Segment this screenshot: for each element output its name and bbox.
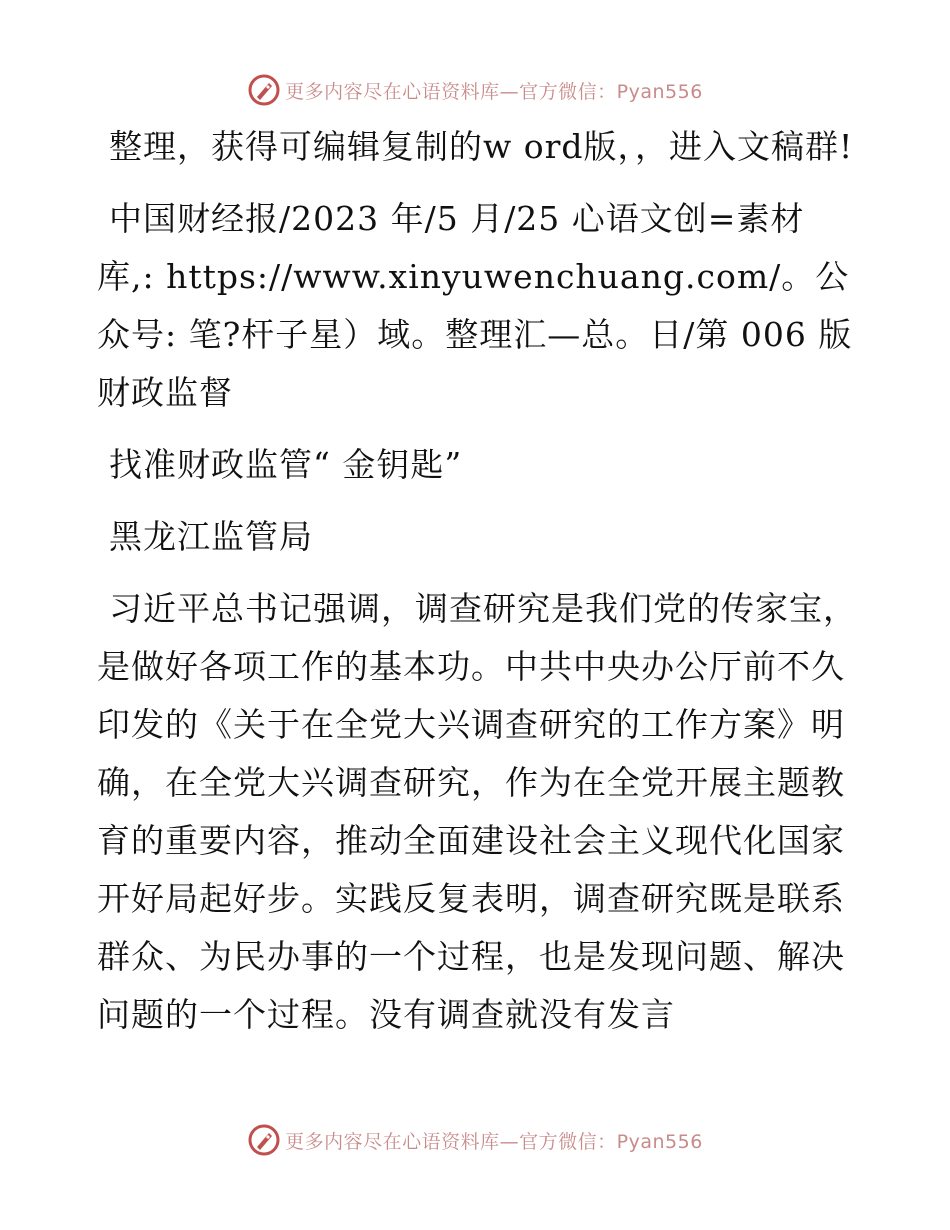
intro-note: 整理，获得可编辑复制的w ord版，，进入文稿群! [109, 127, 854, 166]
article-title: 找准财政监管“ 金钥匙” [109, 445, 463, 484]
article-author: 黑龙江监管局 [109, 517, 313, 556]
document-body [97, 118, 857, 1058]
article-paragraph: 习近平总书记强调，调查研究是我们党的传家宝，是做好各项工作的基本功。中共中央办公厅前不久印发的《关于在全党大兴调查研究的工作方案》明确，在全党大兴调查研究，作为在全党开展主题教育的重要内容，推动全面建设社会主义现代化国家开好局起好步。实践反复表明，调查研究既是联系群众、为民办事的一个过程，也是发现问题、解决问题的一个过程。没有调查就没有发言 [97, 589, 857, 1034]
banner-text: 更多内容尽在心语资料库—官方微信：Pyan556 [285, 1130, 703, 1153]
pen-logo-icon [247, 73, 281, 107]
pen-logo-icon [247, 1123, 281, 1157]
banner-text: 更多内容尽在心语资料库—官方微信：Pyan556 [285, 80, 703, 103]
header-banner [0, 70, 950, 110]
source-line: 中国财经报/2023 年/5 月/25 心语文创=素材库,: https://www.xinyuwenchuang.com/。公众号: 笔?杆子星）域。整理汇—总。日/第 006 版财政监督 [97, 199, 853, 412]
footer-banner [0, 1120, 950, 1160]
